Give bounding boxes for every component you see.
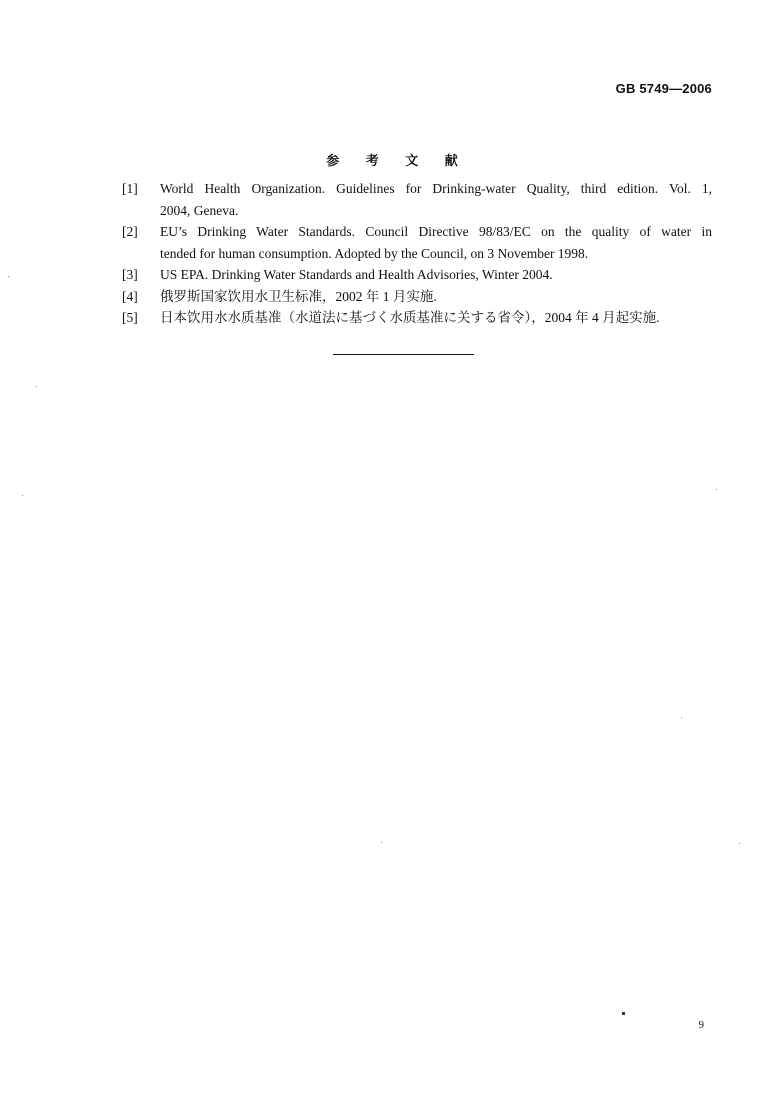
reference-number: [3] [122, 267, 138, 282]
reference-text-line: US EPA. Drinking Water Standards and Health Advisories, Winter 2004. [160, 267, 553, 282]
reference-text-line: tended for human consumption. Adopted by the Council, on 3 November 1998. [160, 245, 589, 261]
standard-code: GB 5749—2006 [615, 81, 712, 96]
reference-number: [4] [122, 288, 138, 304]
reference-item-2 [122, 221, 712, 264]
reference-number: [1] [122, 181, 138, 196]
reference-item-4 [122, 286, 712, 308]
scan-speck [716, 489, 717, 490]
reference-item-1 [122, 178, 712, 221]
references-heading: 参 考 文 献 [326, 154, 469, 169]
reference-text-line: World Health Organization. Guidelines for Drinking-water Quality, third edition. Vol. 1, [160, 181, 712, 196]
scan-speck [622, 1012, 625, 1015]
end-of-section-rule [333, 354, 474, 355]
reference-text-line: 俄罗斯国家饮用水卫生标准，2002 年 1 月实施. [160, 288, 437, 304]
scan-speck [681, 717, 682, 718]
scan-speck [22, 495, 23, 496]
page-number: 9 [698, 1019, 704, 1031]
reference-number: [5] [122, 310, 138, 325]
reference-text-line: EU’s Drinking Water Standards. Council Directive 98/83/EC on the quality of water in [160, 224, 712, 239]
scan-speck [8, 276, 9, 277]
scan-speck [381, 842, 382, 843]
reference-list [122, 178, 712, 329]
reference-item-5 [122, 307, 712, 329]
scan-speck [739, 843, 740, 844]
scan-speck [36, 386, 37, 387]
reference-text-line: 日本饮用水水质基准（水道法に基づく水质基准に关する省令），2004 年 4 月起实施. [160, 310, 660, 325]
reference-text-line: 2004, Geneva. [160, 202, 239, 218]
reference-number: [2] [122, 224, 138, 239]
reference-item-3 [122, 264, 712, 286]
